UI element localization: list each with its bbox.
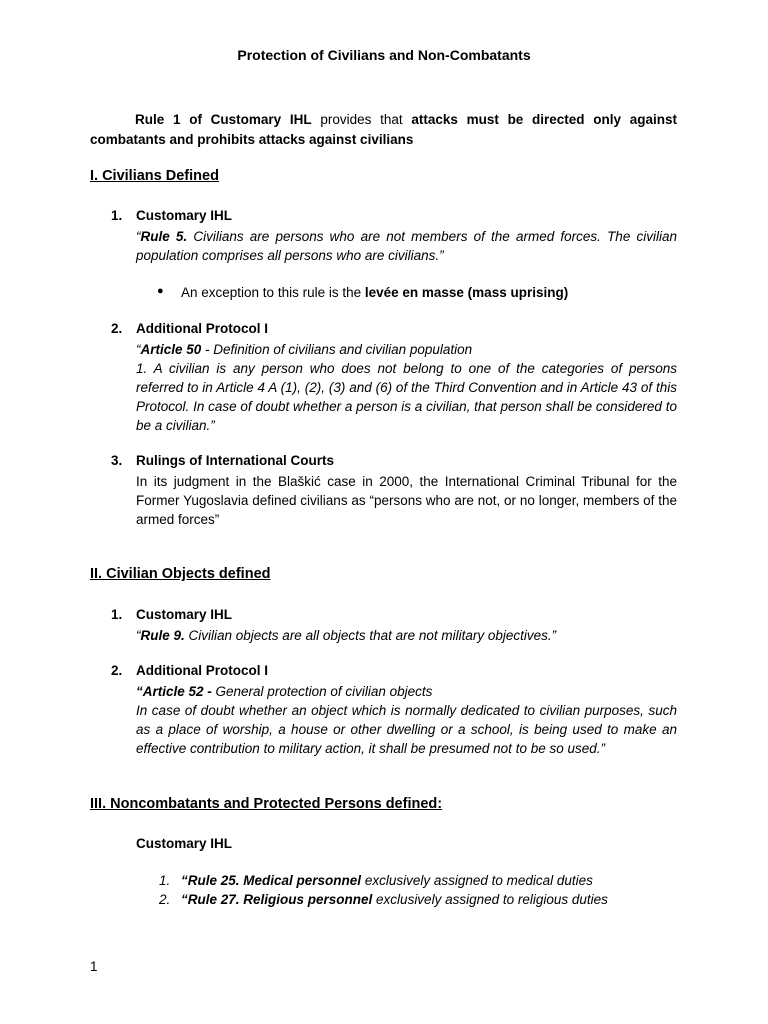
item-title: Customary IHL (136, 607, 233, 622)
item-title: Rulings of International Courts (136, 453, 334, 468)
article-52-text: In case of doubt whether an object which is normally dedicated to civilian purposes, such as a place of worship, a house or other dwelling or a school, is being used to make an effective contribution to military action, it shall be presumed not to be so used.” (136, 703, 677, 756)
item-title: Additional Protocol I (136, 321, 268, 336)
bullet-text: An exception to this rule is the (181, 285, 365, 300)
item-title: Customary IHL (136, 208, 233, 223)
intro-provides: provides that (311, 112, 412, 127)
rule-text: Civilians are persons who are not members of the armed forces. The civilian population comprises all persons who are civilians.” (136, 229, 678, 263)
rule-label: Rule 9. (140, 628, 185, 643)
section-heading-objects: II. Civilian Objects defined (90, 566, 271, 582)
intro-paragraph (90, 110, 677, 150)
item-number: 1. (111, 607, 123, 622)
section-heading-civilians: I. Civilians Defined (90, 168, 219, 184)
rule-text: Civilian objects are all objects that are not military objectives.” (184, 628, 557, 643)
rule-9-quote (136, 626, 677, 645)
item-number: 2. (111, 321, 123, 336)
bullet-icon: ● (157, 285, 164, 297)
section-heading-noncombatants: III. Noncombatants and Protected Persons defined: (90, 796, 443, 812)
quote-mark: “ (136, 342, 141, 357)
list-number: 1. (159, 873, 171, 888)
intro-rule-ref: Rule 1 of Customary IHL (135, 112, 312, 127)
article-label: “Article 52 - (136, 684, 212, 699)
rule-text: exclusively assigned to medical duties (361, 873, 593, 888)
article-50-text: 1. A civilian is any person who does not belong to one of the categories of persons referred to in Article 4 A (1), (2), (3) and (6) of the Third Convention and in Article 43 of this Protocol. In case of doubt whether a person is a civilian, that person shall be considered to be a civilian.” (136, 361, 677, 433)
exception-bullet (181, 285, 568, 300)
rule-text: exclusively assigned to religious duties (372, 892, 608, 907)
quote-mark: “ (136, 229, 141, 244)
article-52-heading (136, 682, 677, 701)
subheading-customary-ihl: Customary IHL (136, 836, 233, 851)
rule-5-quote (136, 227, 677, 265)
rule-label: “Rule 27. Religious personnel (181, 892, 373, 907)
rule-label: Rule 5. (140, 229, 188, 244)
intro-principle: attacks must be directed only against combatants and prohibits attacks against civilians (90, 112, 677, 147)
article-label: Article 50 (140, 342, 202, 357)
rule-27-item (181, 892, 608, 907)
item-title: Additional Protocol I (136, 663, 268, 678)
rule-25-item (181, 873, 593, 888)
item-number: 3. (111, 453, 123, 468)
rulings-text: In its judgment in the Blaškić case in 2000, the International Criminal Tribunal for the Former Yugoslavia defined civilians as “persons who are not, or no longer, members of the armed forces” (136, 474, 677, 527)
article-desc: General protection of civilian objects (211, 684, 433, 699)
list-number: 2. (159, 892, 171, 907)
bullet-bold: levée en masse (mass uprising) (364, 285, 569, 300)
item-number: 2. (111, 663, 123, 678)
item-number: 1. (111, 208, 123, 223)
article-desc: - Definition of civilians and civilian population (201, 342, 473, 357)
quote-mark: “ (136, 628, 141, 643)
page-number: 1 (90, 959, 98, 974)
article-50-heading (136, 340, 677, 359)
page-title: Protection of Civilians and Non-Combatants (237, 47, 531, 63)
rule-label: “Rule 25. Medical personnel (181, 873, 362, 888)
